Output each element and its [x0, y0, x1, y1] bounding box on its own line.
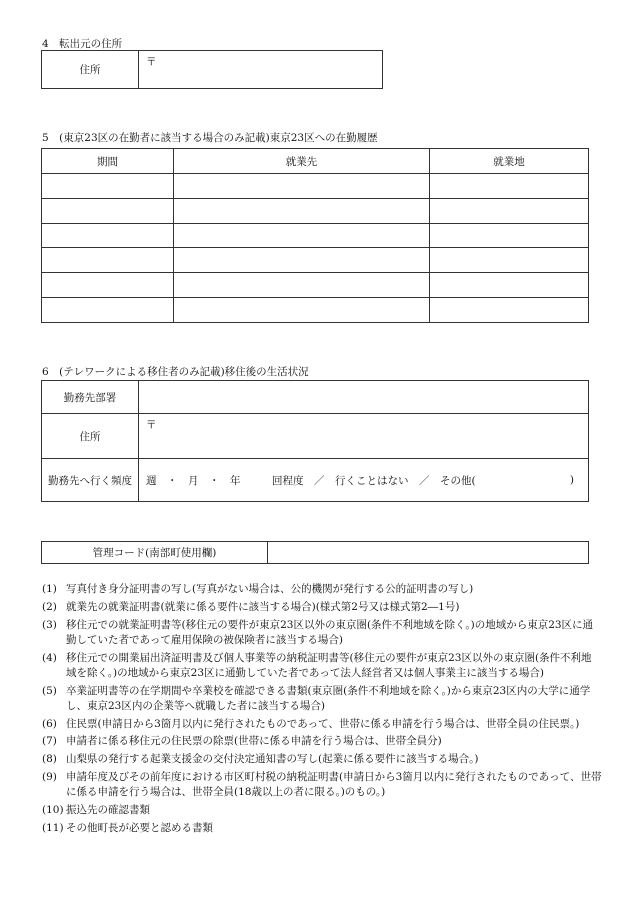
list-item — [42, 618, 602, 648]
list-item-number: (5) — [42, 684, 57, 697]
list-item-text: 卒業証明書等の在学期間や卒業校を確認できる書類(東京圏(条件不利地域を除く。)から東京23区内の大学に通学し、東京23区内の企業等へ就職した者に該当する場合) — [66, 684, 591, 712]
period-cell[interactable] — [42, 248, 174, 273]
location-cell[interactable] — [430, 248, 589, 273]
dept-label: 勤務先部署 — [42, 381, 139, 414]
list-item-number: (3) — [42, 618, 57, 631]
table-row — [42, 248, 589, 273]
list-item-text: 申請者に係る移住元の住民票の除票(世帯に係る申請を行う場合は、世帯全員分) — [66, 735, 442, 748]
section6-living-table — [41, 380, 589, 502]
dept-field[interactable] — [139, 381, 589, 414]
table-row — [42, 198, 589, 223]
employer-cell[interactable] — [174, 248, 430, 273]
section4-address-table — [41, 50, 383, 89]
list-item-number: (11) — [42, 821, 64, 834]
location-cell[interactable] — [430, 174, 589, 199]
list-item — [42, 684, 602, 714]
admin-code-table — [41, 541, 589, 564]
postal-mark: 〒 — [146, 56, 157, 68]
list-item-number: (2) — [42, 600, 57, 613]
list-item-text: 移住元での就業証明書等(移住元の要件が東京23区以外の東京圏(条件不利地域を除く。)の地域から東京23区に通勤していた者であって雇用保険の被保険者に該当する場合) — [66, 618, 594, 646]
list-item — [42, 717, 602, 732]
employer-cell[interactable] — [174, 273, 430, 298]
list-item-text: 振込先の確認書類 — [66, 803, 150, 816]
employer-cell[interactable] — [174, 198, 430, 223]
employer-cell[interactable] — [174, 223, 430, 248]
attachment-list — [42, 582, 602, 839]
list-item-text: 申請年度及びその前年度における市区町村税の納税証明書(申請日から3箇月以内に発行されたものであって、世帯に係る申請を行う場合は、世帯全員(18歳以上の者に限る。)のもの。) — [66, 770, 602, 799]
list-item-text: 就業先の就業証明書(就業に係る要件に該当する場合)(様式第2号又は様式第2―1号) — [66, 600, 460, 613]
period-cell[interactable] — [42, 198, 174, 223]
section4-address-label: 住所 — [42, 51, 139, 89]
list-item — [42, 821, 602, 836]
section5-title: 5 (東京23区の在勤者に該当する場合のみ記載)東京23区への在勤履歴 — [42, 132, 378, 144]
list-item-text: 山梨県の発行する起業支援金の交付決定通知書の写し(起業に係る要件に該当する場合。) — [66, 753, 479, 766]
employer-cell[interactable] — [174, 174, 430, 199]
list-item-text: 移住元での開業届出済証明書及び個人事業等の納税証明書等(移住元の要件が東京23区以外の東京圏(条件不利地域を除く。)の地域から東京23区に通勤していた者であって法人経営者又は個人事業主に該当する場合) — [66, 651, 592, 679]
location-cell[interactable] — [430, 223, 589, 248]
section5-history-table — [41, 148, 589, 323]
header-employer: 就業先 — [174, 149, 430, 174]
location-cell[interactable] — [430, 198, 589, 223]
table-row — [42, 174, 589, 199]
list-item-number: (1) — [42, 583, 57, 595]
header-work-location: 就業地 — [430, 149, 589, 174]
period-cell[interactable] — [42, 174, 174, 199]
list-item-number: (6) — [42, 717, 57, 730]
list-item — [42, 803, 602, 818]
table-row — [42, 298, 589, 323]
section6-address-field[interactable] — [139, 414, 589, 459]
period-cell[interactable] — [42, 223, 174, 248]
section6-address-label: 住所 — [42, 414, 139, 459]
table-row — [42, 273, 589, 298]
list-item-number: (4) — [42, 651, 57, 664]
freq-close-paren: ) — [569, 474, 574, 486]
section6-title: 6 (テレワークによる移住者のみ記載)移住後の生活状況 — [42, 366, 309, 378]
table-row — [42, 223, 589, 248]
list-item — [42, 582, 602, 597]
list-item-number: (9) — [42, 770, 57, 783]
employer-cell[interactable] — [174, 298, 430, 323]
list-item-number: (7) — [42, 735, 57, 748]
section4-address-field[interactable] — [139, 51, 383, 89]
list-item-number: (10) — [42, 803, 64, 816]
period-cell[interactable] — [42, 273, 174, 298]
list-item — [42, 600, 602, 615]
admin-code-field[interactable] — [268, 542, 589, 564]
list-item-number: (8) — [42, 753, 57, 766]
postal-mark: 〒 — [146, 419, 157, 431]
header-period: 期間 — [42, 149, 174, 174]
location-cell[interactable] — [430, 298, 589, 323]
list-item-text: 写真付き身分証明書の写し(写真がない場合は、公的機関が発行する公的証明書の写し) — [66, 583, 474, 595]
list-item — [42, 770, 602, 800]
list-item-text: その他町長が必要と認める書類 — [66, 821, 213, 834]
location-cell[interactable] — [430, 273, 589, 298]
freq-field[interactable] — [139, 459, 589, 502]
freq-label: 勤務先へ行く頻度 — [42, 459, 139, 502]
list-item — [42, 752, 602, 767]
list-item — [42, 734, 602, 749]
list-item — [42, 651, 602, 681]
freq-options: 週 ・ 月 ・ 年 回程度 ／ 行くことはない ／ その他( — [146, 474, 476, 487]
admin-code-label: 管理コード(南部町使用欄) — [42, 542, 268, 564]
period-cell[interactable] — [42, 298, 174, 323]
list-item-text: 住民票(申請日から3箇月以内に発行されたものであって、世帯に係る申請を行う場合は、世帯全員の住民票。) — [66, 717, 580, 730]
section4-title: 4 転出元の住所 — [42, 38, 123, 50]
